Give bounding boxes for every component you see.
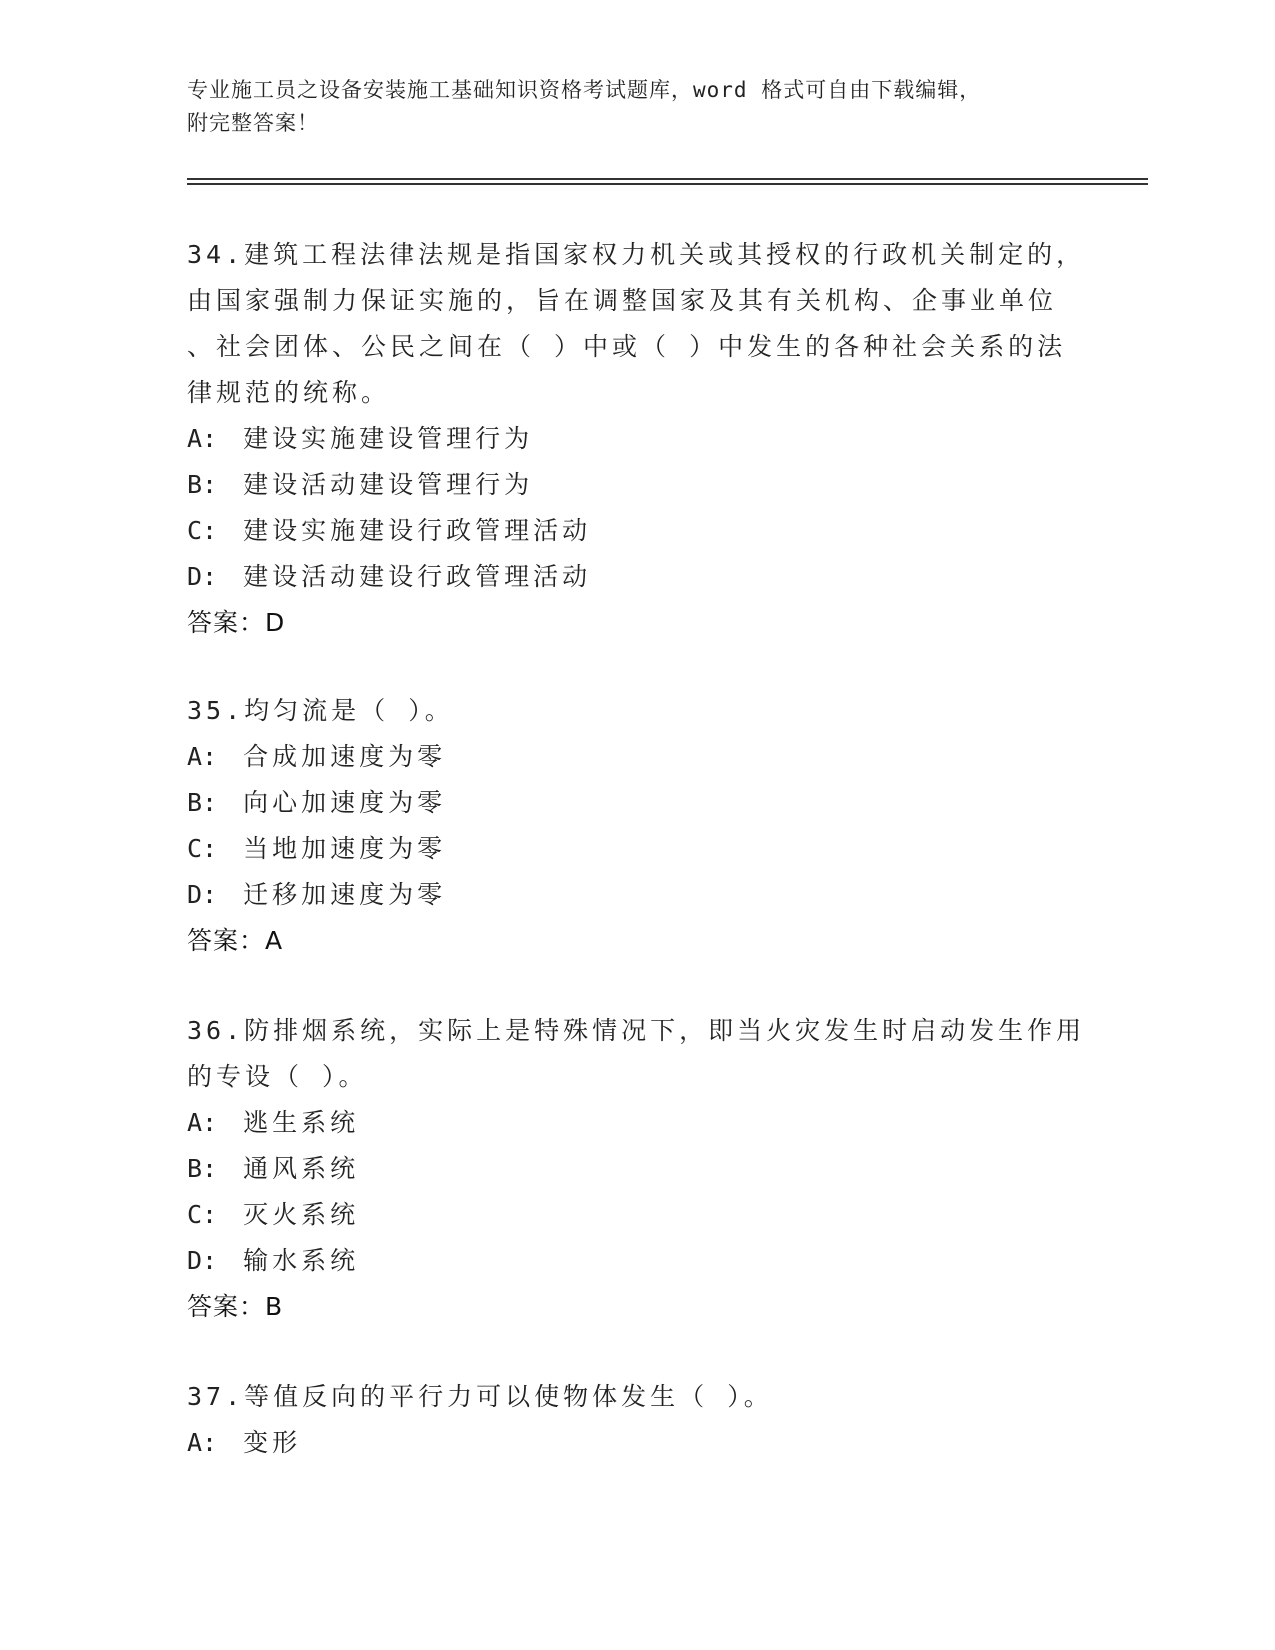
- question-text-line: 由国家强制力保证实施的，旨在调整国家及其有关机构、企事业单位: [187, 286, 1058, 315]
- question-text-line: 35.均匀流是（ ）。: [187, 696, 454, 725]
- answer: 答案：B: [187, 1292, 284, 1321]
- option-letter: B:: [187, 470, 218, 499]
- option-text: 向心加速度为零: [243, 788, 447, 817]
- option-text: 通风系统: [243, 1154, 360, 1183]
- option-c: [187, 508, 1087, 554]
- option-text: 建设活动建设管理行为: [243, 470, 534, 499]
- option-b: [187, 780, 1087, 826]
- option-b: [187, 462, 1087, 508]
- option-text: 建设活动建设行政管理活动: [243, 562, 592, 591]
- option-letter: B:: [187, 788, 218, 817]
- option-text: 逃生系统: [243, 1108, 360, 1137]
- question-35: [187, 688, 1087, 964]
- option-letter: C:: [187, 516, 218, 545]
- option-c: [187, 1192, 1087, 1238]
- header-divider-top: [187, 178, 1148, 180]
- option-text: 变形: [243, 1428, 302, 1457]
- option-d: [187, 1238, 1087, 1284]
- answer: 答案：A: [187, 926, 284, 955]
- option-letter: D:: [187, 880, 218, 909]
- header-line-2: 附完整答案！: [187, 111, 319, 135]
- question-34: [187, 232, 1087, 646]
- option-c: [187, 826, 1087, 872]
- option-text: 迁移加速度为零: [243, 880, 447, 909]
- question-37: [187, 1374, 1087, 1466]
- header-line-1: 专业施工员之设备安装施工基础知识资格考试题库，word 格式可自由下载编辑，: [187, 78, 982, 102]
- option-d: [187, 554, 1087, 600]
- option-a: [187, 416, 1087, 462]
- question-text-line: 36.防排烟系统，实际上是特殊情况下，即当火灾发生时启动发生作用: [187, 1016, 1086, 1045]
- option-text: 合成加速度为零: [243, 742, 447, 771]
- option-letter: C:: [187, 1200, 218, 1229]
- option-d: [187, 872, 1087, 918]
- option-text: 建设实施建设行政管理活动: [243, 516, 592, 545]
- question-text-line: 34.建筑工程法律法规是指国家权力机关或其授权的行政机关制定的，: [187, 240, 1086, 269]
- header-divider-bottom: [187, 183, 1148, 185]
- option-text: 输水系统: [243, 1246, 360, 1275]
- option-letter: A:: [187, 424, 218, 453]
- option-letter: D:: [187, 1246, 218, 1275]
- option-text: 当地加速度为零: [243, 834, 447, 863]
- document-header: [187, 74, 1087, 140]
- question-text-line: 、社会团体、公民之间在（ ）中或（ ）中发生的各种社会关系的法: [187, 332, 1067, 361]
- question-text-line: 37.等值反向的平行力可以使物体发生（ ）。: [187, 1382, 773, 1411]
- question-36: [187, 1008, 1087, 1330]
- option-text: 灭火系统: [243, 1200, 360, 1229]
- option-a: [187, 734, 1087, 780]
- question-text-line: 的专设（ ）。: [187, 1062, 368, 1091]
- option-letter: A:: [187, 1108, 218, 1137]
- option-letter: D:: [187, 562, 218, 591]
- option-b: [187, 1146, 1087, 1192]
- answer: 答案：D: [187, 608, 286, 637]
- option-letter: B:: [187, 1154, 218, 1183]
- option-a: [187, 1420, 1087, 1466]
- option-letter: A:: [187, 1428, 218, 1457]
- option-a: [187, 1100, 1087, 1146]
- option-letter: C:: [187, 834, 218, 863]
- option-letter: A:: [187, 742, 218, 771]
- question-text-line: 律规范的统称。: [187, 378, 391, 407]
- option-text: 建设实施建设管理行为: [243, 424, 534, 453]
